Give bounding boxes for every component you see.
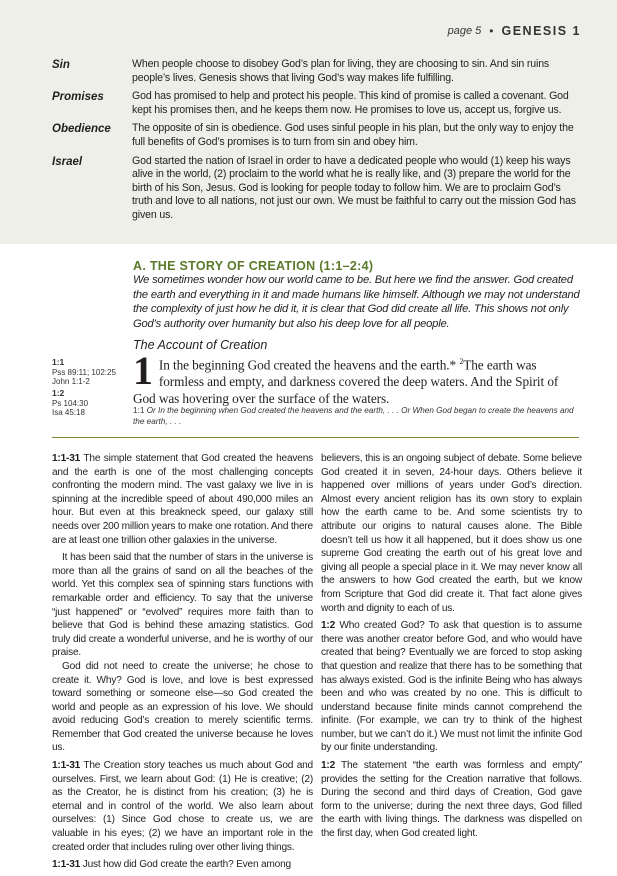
study-note (321, 452, 582, 615)
book-title: GENESIS 1 (501, 24, 581, 38)
theme-term: Promises (52, 91, 104, 104)
note-text: God did not need to create the universe; he chose to create it. Why? God is love, and love is best expressed toward something or someone else—so God created the world and people as an expression of his love. We should avoid reducing God’s creation to merely scientific terms. Remember that God created the universe because he loves us. (52, 660, 313, 754)
section-subhead: The Account of Creation (133, 338, 268, 352)
footnote (133, 406, 583, 427)
note-text: Who created God? To ask that question is to assume there was another creator before God, and who would have created that being? Eventually we are forced to stop asking that question and realize that there has to be something that has always existed. God is the infinite Being who has always been and who was created by no one. This is difficult to understand because finite minds cannot comprehend the infinite. (For example, we can try to think of the highest number, but we can’t do it.) We must not limit the infinite God by our finite understanding. (321, 620, 582, 754)
study-notes-right-column (321, 452, 582, 845)
study-note (52, 660, 313, 755)
note-ref: 1:2 (321, 760, 336, 772)
themes-list (52, 58, 577, 228)
note-ref: 1:1-31 (52, 859, 81, 871)
verse-1: In the beginning God created the heavens and the earth.* (158, 357, 457, 373)
theme-term: Obedience (52, 123, 111, 136)
section-divider (52, 437, 579, 438)
study-note (321, 619, 582, 755)
bullet-separator: • (489, 24, 494, 38)
theme-definition: When people choose to disobey God’s plan for living, they are choosing to sin. And sin ruins people’s lives. Genesis shows that living God’s way makes life fulfilling. (132, 58, 550, 84)
note-text: It has been said that the number of stars in the universe is more than all the grains of sand on all the beaches of the world. Yet this complex sea of spinning stars functions with remarkable order and efficiency. To say that the universe “just happened” or “evolved” requires more faith than to believe that God is behind these amazing statistics. God truly did create a wonderful universe, and he is worthy of our praise. (52, 552, 313, 659)
study-note (52, 551, 313, 660)
theme-row (52, 90, 577, 117)
footnote-ref: 1:1 (133, 406, 145, 415)
xref-entry: John 1:1-2 (52, 377, 90, 386)
note-ref: 1:1-31 (52, 760, 81, 772)
xref-label: 1:2 (52, 388, 65, 398)
chapter-number: 1 (133, 348, 153, 393)
note-text: The statement “the earth was formless and empty” provides the setting for the Creation narrative that follows. During the second and third days of Creation, God gave form to the universe; during the next three days, God filled the earth with living things. The darkness was dispelled on the first day, when God created light. (321, 760, 582, 840)
study-note (321, 759, 582, 841)
section-intro: We sometimes wonder how our world came to be. But here we find the answer. God created the earth and everything in it and made humans like himself. Although we may not understand the complexity of just how he did it, it is clear that God did create all life. This shows not only God’s authority over humanity but also his deep love for all people. (133, 274, 580, 330)
cross-reference-v1 (52, 358, 116, 387)
theme-row (52, 122, 577, 149)
section-title: A. THE STORY OF CREATION (1:1–2:4) (133, 259, 374, 273)
theme-definition: God has promised to help and protect his people. This kind of promise is called a covenant. God kept his promises then, and he keeps them now. He promises to love us, accept us, forgive us. (132, 90, 569, 116)
theme-definition: The opposite of sin is obedience. God uses sinful people in his plan, but the only way to enjoy the full benefits of God’s promises is to turn from sin and obey him. (132, 122, 574, 148)
study-notes-left-column (52, 452, 313, 876)
running-head (448, 24, 581, 38)
page-number: page 5 (447, 25, 482, 37)
note-text: Just how did God create the earth? Even among (82, 859, 291, 871)
note-text: believers, this is an ongoing subject of debate. Some believe God created it in seven, 24-hour days. Others believe it happened over millions of years under God’s direction. Almost every ancient religion has its own story to explain how the earth came to be. And some scientists try to attribute our origins to natural causes alone. The Bible doesn’t tell us how it all happened, but it does show us one supreme God creating the earth out of his great love and giving all people a special place in it. We may never know all the answers to how God created the earth, but we know from Scripture that God did create it. That fact alone gives worth and dignity to each of us. (321, 453, 582, 614)
xref-label: 1:1 (52, 357, 65, 367)
theme-term: Sin (52, 59, 70, 71)
xref-entry: Isa 45:18 (52, 408, 85, 417)
theme-term: Israel (52, 155, 83, 168)
note-text: The Creation story teaches us much about God and ourselves. First, we learn about God: (1) He is creative; (2) as the Creator, he is distinct from his creation; (3) he is eternal and in control of the world. We also learn about ourselves: (1) Since God chose to create us, we are valuable in his eyes; (2) we have an important role in the created order that includes ruling over other living things. (52, 760, 313, 853)
xref-entry: Ps 104:30 (52, 398, 89, 408)
study-note (52, 759, 313, 854)
xref-entry: Pss 89:11; 102:25 (52, 367, 116, 377)
note-ref: 1:1-31 (52, 453, 81, 464)
theme-row (52, 58, 577, 85)
theme-definition: God started the nation of Israel in order to have a dedicated people who would (1) keep his ways alive in the world, (2) proclaim to the world what he is really like, and (3) prepare the world for the birth of his Son, Jesus. God is looking for people today to follow him. We are to proclaim God’s truth and love to all nations, not just our own. We must be faithful to carry out the mission God has given us. (132, 154, 576, 221)
verse-number: 2 (459, 357, 464, 366)
footnote-text: Or In the beginning when God created the heavens and the earth, . . . Or When God began to create the heavens and the earth, . . . (133, 406, 574, 426)
theme-row (52, 155, 577, 223)
themes-panel (0, 0, 617, 244)
study-note (52, 858, 313, 872)
study-note (52, 452, 313, 547)
note-ref: 1:2 (321, 620, 336, 632)
cross-reference-v2 (52, 389, 88, 418)
scripture-text (133, 348, 583, 407)
note-text: The simple statement that God created the heavens and the earth is one of the most challenging concepts confronting the modern mind. The vast galaxy we live in is spinning at the incredible speed of about 490,000 miles an hour. But even at this breakneck speed, our galaxy still needs over 200 million years to make one rotation. And there are at least one trillion other galaxies in the universe. (52, 453, 313, 546)
verse-2: The earth was formless and empty, and darkness covered the deep waters. And the Spirit of God was hovering over the surface of the waters. (133, 357, 559, 407)
